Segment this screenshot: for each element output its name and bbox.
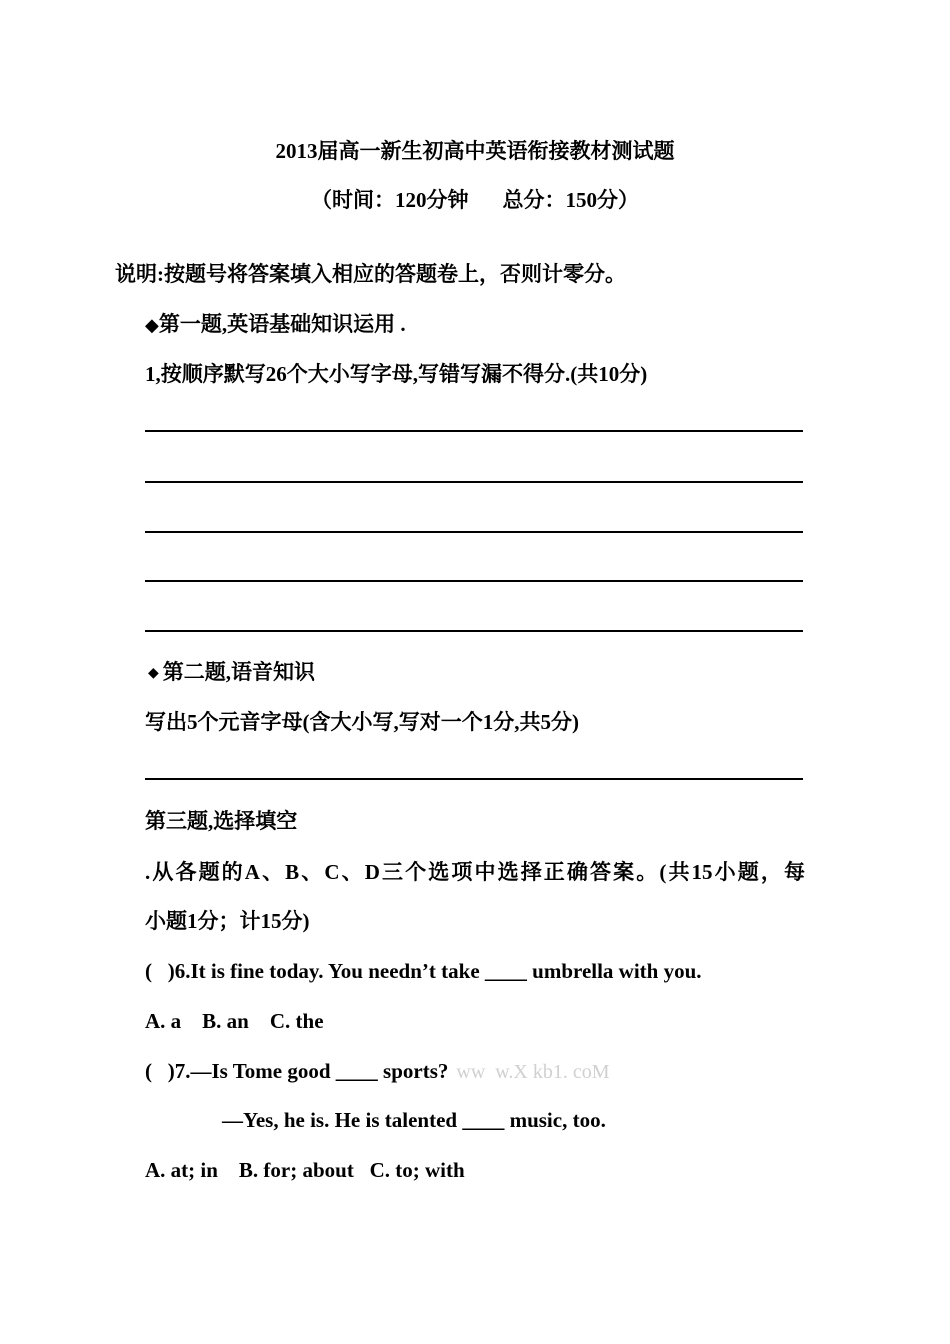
answer-line — [145, 778, 803, 780]
exam-meta — [0, 187, 950, 213]
question-7: ( )7.—Is Tome good ____ sports? — [145, 1059, 449, 1083]
section1-heading-row — [145, 311, 406, 338]
exam-time: （时间：120分钟 — [311, 188, 469, 212]
answer-line — [145, 630, 803, 632]
question-7-row — [145, 1058, 610, 1085]
question-1: 1,按顺序默写26个大小写字母,写错写漏不得分.(共10分) — [145, 362, 648, 386]
diamond-bullet-icon: ◆ — [145, 315, 159, 335]
answer-line — [145, 580, 803, 582]
answer-line — [145, 430, 803, 432]
answer-line — [145, 531, 803, 533]
section1-heading: 第一题,英语基础知识运用 . — [158, 312, 406, 336]
section3-heading: 第三题,选择填空 — [145, 809, 298, 833]
section3-instruction-line1: .从各题的A、B、C、D三个选项中选择正确答案。(共15小题，每 — [145, 860, 805, 884]
question-6: ( )6.It is fine today. You needn’t take ____ umbrella with you. — [145, 959, 702, 983]
page-title: 2013届高一新生初高中英语衔接教材测试题 — [275, 139, 675, 163]
instruction-text: 说明:按题号将答案填入相应的答题卷上，否则计零分。 — [115, 262, 626, 286]
exam-total: 总分：150分） — [502, 188, 639, 212]
question-7-reply: —Yes, he is. He is talented ____ music, too. — [222, 1108, 606, 1132]
question-7-options: A. at; in B. for; about C. to; with — [145, 1158, 465, 1182]
watermark-text: ww w.X kb1. coM — [456, 1061, 610, 1083]
diamond-bullet-icon: ◆ — [148, 666, 159, 681]
question-6-options: A. a B. an C. the — [145, 1009, 324, 1033]
section3-instruction-line2: 小题1分；计15分) — [145, 909, 310, 933]
section2-prompt: 写出5个元音字母(含大小写,写对一个1分,共5分) — [145, 710, 579, 734]
section2-heading: 第二题,语音知识 — [162, 660, 316, 684]
answer-line — [145, 481, 803, 483]
section2-heading-row — [148, 659, 315, 687]
